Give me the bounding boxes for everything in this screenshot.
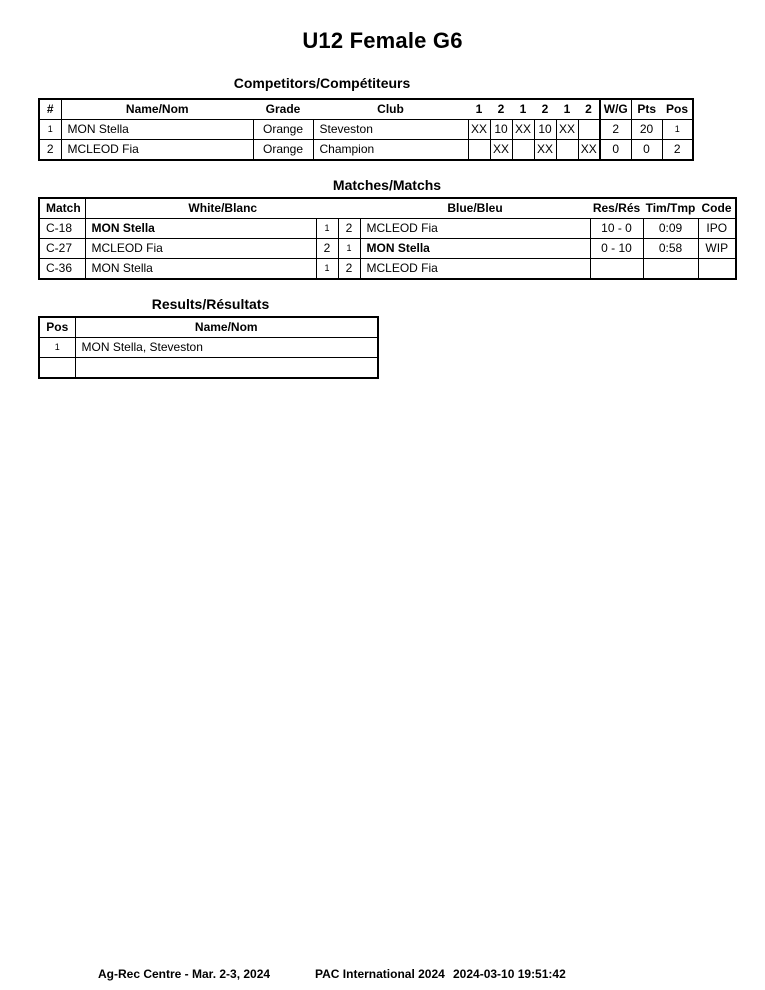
match-id: C-27 (39, 239, 85, 259)
competitors-table (38, 98, 694, 161)
competitor-round: XX (512, 120, 534, 140)
competitor-club: Champion (313, 140, 468, 161)
competitor-round (468, 140, 490, 161)
match-row (39, 259, 736, 280)
white-competitor: MCLEOD Fia (85, 239, 316, 259)
competitor-row (39, 120, 693, 140)
col-num: # (39, 99, 61, 120)
col-name: Name/Nom (61, 99, 253, 120)
result-pos: 1 (39, 338, 75, 358)
white-seed: 1 (316, 259, 338, 280)
competitor-num: 2 (39, 140, 61, 161)
matches-header-row (39, 198, 736, 219)
col-round-4: 2 (534, 99, 556, 120)
match-row (39, 239, 736, 259)
result-pos (39, 358, 75, 379)
blue-competitor: MCLEOD Fia (360, 259, 590, 280)
competitors-header-row (39, 99, 693, 120)
match-code: WIP (698, 239, 736, 259)
result-row (39, 338, 378, 358)
competitor-round (578, 120, 600, 140)
competitor-pts: 20 (631, 120, 662, 140)
match-id: C-18 (39, 219, 85, 239)
col-code: Code (698, 198, 736, 219)
match-time (643, 259, 698, 280)
match-result (590, 259, 643, 280)
competitor-round: XX (490, 140, 512, 161)
result-name (75, 358, 378, 379)
competitor-round: XX (578, 140, 600, 161)
matches-table (38, 197, 737, 280)
match-result: 10 - 0 (590, 219, 643, 239)
col-club: Club (313, 99, 468, 120)
blue-competitor: MON Stella (360, 239, 590, 259)
blue-competitor: MCLEOD Fia (360, 219, 590, 239)
results-section-title: Results/Résultats (151, 296, 270, 312)
footer-venue: Ag-Rec Centre - Mar. 2-3, 2024 (98, 967, 271, 981)
col-blue: Blue/Bleu (360, 198, 590, 219)
white-competitor: MON Stella (85, 259, 316, 280)
col-wg: W/G (600, 99, 631, 120)
col-match: Match (39, 198, 85, 219)
white-seed: 1 (316, 219, 338, 239)
competitor-round: 10 (534, 120, 556, 140)
competitor-round: XX (468, 120, 490, 140)
competitor-row (39, 140, 693, 161)
results-header-row (39, 317, 378, 338)
competitor-pos: 1 (662, 120, 693, 140)
col-time: Tim/Tmp (643, 198, 698, 219)
col-result-name: Name/Nom (75, 317, 378, 338)
competitor-wg: 0 (600, 140, 631, 161)
results-table (38, 316, 379, 379)
competitor-round: XX (534, 140, 556, 161)
col-result-pos: Pos (39, 317, 75, 338)
col-round-1: 1 (468, 99, 490, 120)
match-id: C-36 (39, 259, 85, 280)
result-row (39, 358, 378, 379)
col-pts: Pts (631, 99, 662, 120)
match-time: 0:09 (643, 219, 698, 239)
competitor-wg: 2 (600, 120, 631, 140)
competitor-round (556, 140, 578, 161)
competitor-name: MON Stella (61, 120, 253, 140)
matches-section-title: Matches/Matchs (332, 177, 442, 193)
col-round-6: 2 (578, 99, 600, 120)
match-code (698, 259, 736, 280)
competitor-pos: 2 (662, 140, 693, 161)
col-result: Res/Rés (590, 198, 643, 219)
competitor-club: Steveston (313, 120, 468, 140)
col-round-3: 1 (512, 99, 534, 120)
white-seed: 2 (316, 239, 338, 259)
footer-event: PAC International 2024 (315, 967, 445, 981)
blue-seed: 1 (338, 239, 360, 259)
white-competitor: MON Stella (85, 219, 316, 239)
competitor-round: XX (556, 120, 578, 140)
competitor-grade: Orange (253, 140, 313, 161)
match-time: 0:58 (643, 239, 698, 259)
competitor-num: 1 (39, 120, 61, 140)
competitor-round (512, 140, 534, 161)
match-row (39, 219, 736, 239)
competitors-section-title: Competitors/Compétiteurs (233, 75, 411, 91)
page-title: U12 Female G6 (302, 28, 463, 53)
competitor-round: 10 (490, 120, 512, 140)
col-round-5: 1 (556, 99, 578, 120)
competitor-pts: 0 (631, 140, 662, 161)
col-grade: Grade (253, 99, 313, 120)
col-white: White/Blanc (85, 198, 360, 219)
competitor-grade: Orange (253, 120, 313, 140)
blue-seed: 2 (338, 219, 360, 239)
col-round-2: 2 (490, 99, 512, 120)
footer-timestamp: 2024-03-10 19:51:42 (453, 967, 566, 981)
result-name: MON Stella, Steveston (75, 338, 378, 358)
blue-seed: 2 (338, 259, 360, 280)
match-code: IPO (698, 219, 736, 239)
col-pos: Pos (662, 99, 693, 120)
match-result: 0 - 10 (590, 239, 643, 259)
competitor-name: MCLEOD Fia (61, 140, 253, 161)
